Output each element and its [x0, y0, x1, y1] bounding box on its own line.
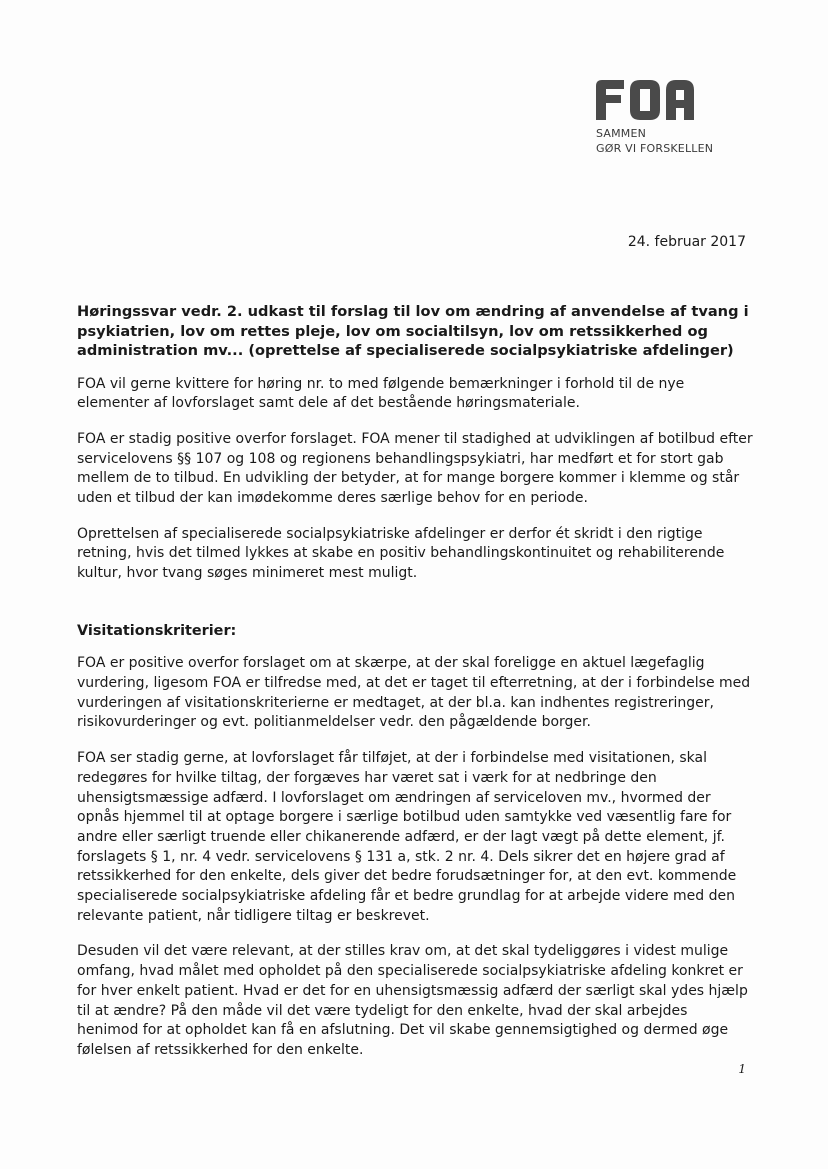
- logo-tagline-line1: SAMMEN: [596, 127, 647, 140]
- paragraph: Oprettelsen af specialiserede socialpsykiatriske afdelinger er derfor ét skridt i den rigtige retning, hvis det tilmed lykkes at skabe en positiv behandlingskontinuitet og rehabiliterende kultur, hvor tvang søges minimeret mest muligt.: [77, 525, 725, 582]
- foa-logo-icon: [596, 80, 694, 120]
- page-number: 1: [738, 1062, 746, 1076]
- paragraph: FOA ser stadig gerne, at lovforslaget får tilføjet, at der i forbindelse med visitationen, skal redegøres for hvilke tiltag, der forgæves har været sat i værk for at nedbringe den uhensigtsmæssige adfærd. I lovforslaget om ændringen af serviceloven mv., hvormed der opnås hjemmel til at optage borgere i særlige botilbud uden samtykke ved væsentlig fare for andre eller særligt truende eller chikanerende adfærd, er der lagt vægt på dette element, jf. forslagets § 1, nr. 4 vedr. servicelovens § 131 a, stk. 2 nr. 4. Dels sikrer det en højere grad af retssikkerhed for den enkelte, dels giver det bedre forudsætninger for, at den evt. kommende specialiserede socialpsykiatriske afdeling får et bedre grundlag for at arbejde videre med den relevante patient, når tidligere tiltag er beskrevet.: [77, 750, 737, 924]
- document-heading: Høringssvar vedr. 2. udkast til forslag til lov om ændring af anvendelse af tvang i psykiatrien, lov om rettes pleje, lov om socialtilsyn, lov om retssikkerhed og administration mv... (oprettelse af specialiserede socialpsykiatriske afdelinger): [77, 303, 749, 359]
- paragraph: FOA vil gerne kvittere for høring nr. to med følgende bemærkninger i forhold til de nye elementer af lovforslaget samt dele af det bestående høringsmateriale.: [77, 375, 685, 412]
- section-title: Visitationskriterier:: [77, 622, 237, 639]
- document-date: 24. februar 2017: [627, 234, 746, 250]
- paragraph: FOA er positive overfor forslaget om at skærpe, at der skal foreligge en aktuel lægefaglig vurdering, ligesom FOA er tilfredse med, at det er taget til efterretning, at der i forbindelse med vurderingen af visitationskriterierne er medtaget, at der bl.a. kan indhentes registreringer, risikovurderinger og evt. politianmeldelser vedr. den pågældende borger.: [77, 655, 751, 731]
- paragraph: Desuden vil det være relevant, at der stilles krav om, at det skal tydeliggøres i videst mulige omfang, hvad målet med opholdet på den specialiserede socialpsykiatriske afdeling konkret er for hver enkelt patient. Hvad er det for en uhensigtsmæssig adfærd der særligt skal ydes hjælp til at ændre? På den måde vil det være tydeligt for den enkelte, hvad der skal arbejdes henimod for at opholdet kan få en afslutning. Det vil skabe gennemsigtighed og dermed øge følelsen af retssikkerhed for den enkelte.: [77, 943, 748, 1058]
- foa-logo: [596, 80, 756, 156]
- logo-tagline-line2: GØR VI FORSKELLEN: [596, 142, 714, 155]
- paragraph: FOA er stadig positive overfor forslaget. FOA mener til stadighed at udviklingen af botilbud efter servicelovens §§ 107 og 108 og regionens behandlingspsykiatri, har medført et for stort gab mellem de to tilbud. En udvikling der betyder, at for mange borgere kommer i klemme og står uden et tilbud der kan imødekomme deres særlige behov for en periode.: [77, 430, 753, 507]
- logo-tagline: [596, 126, 756, 156]
- document-body: [77, 302, 753, 1077]
